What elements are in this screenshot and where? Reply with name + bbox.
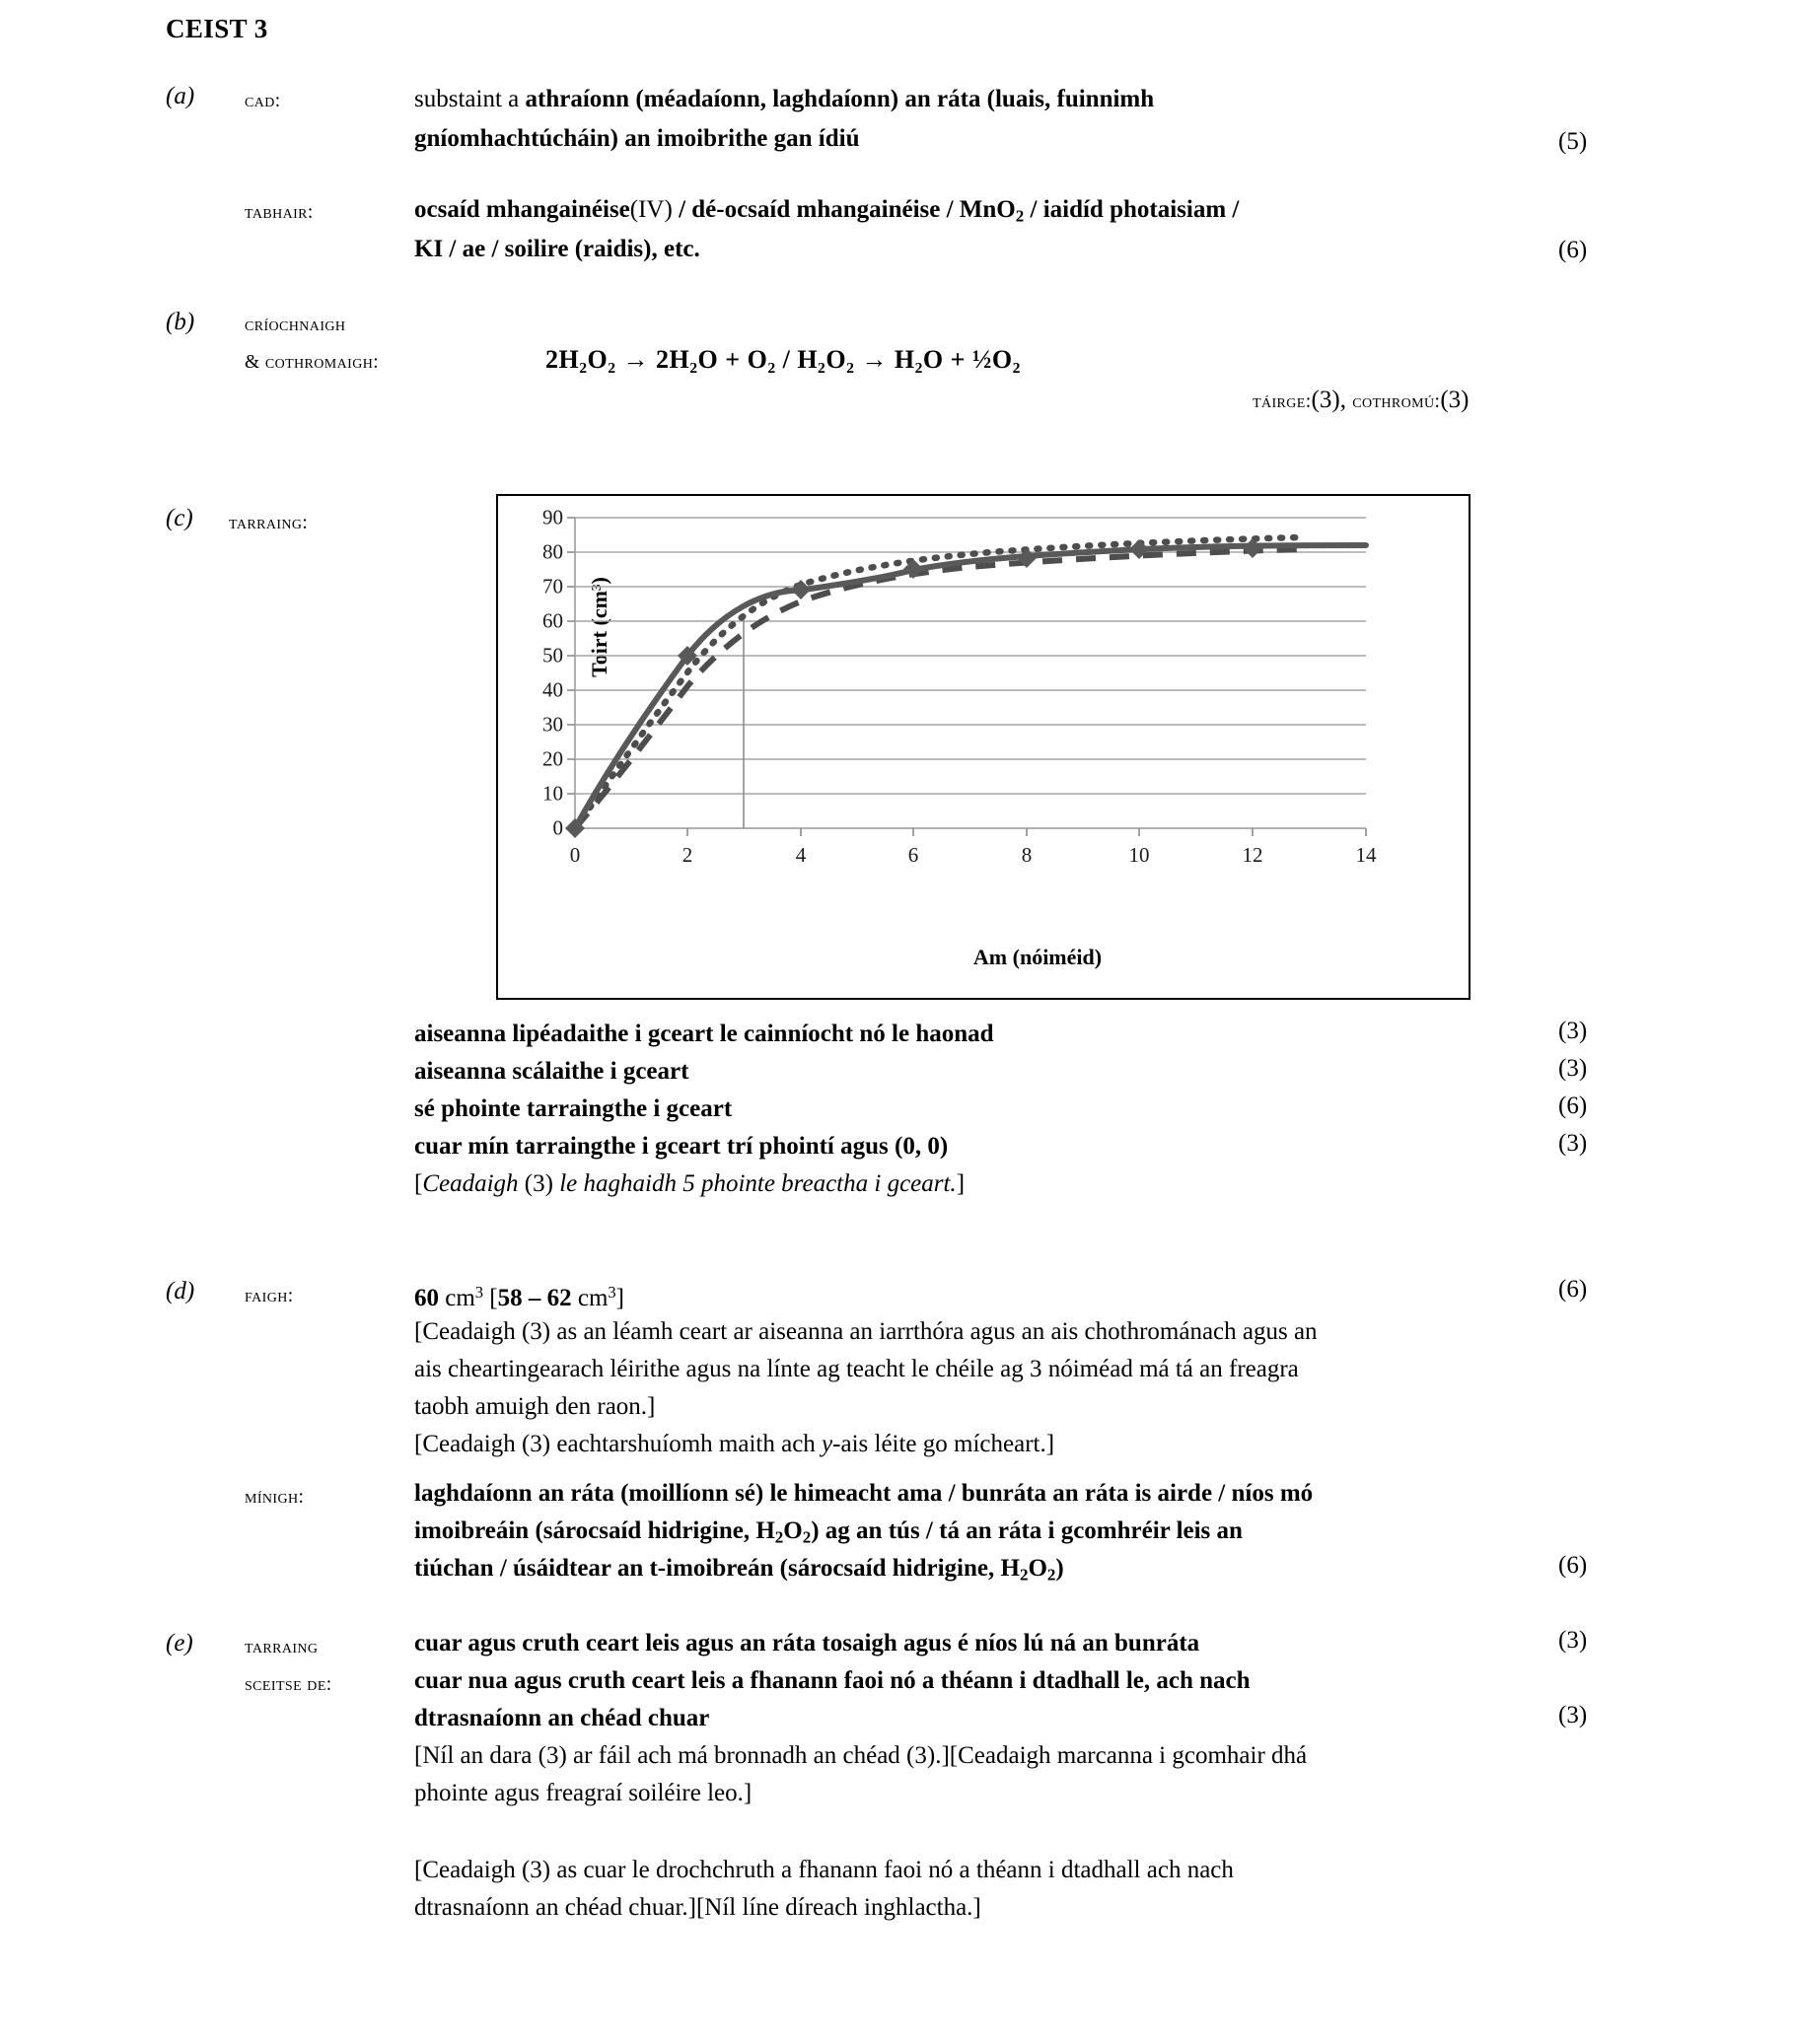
section-e-criterion-2-line1: cuar nua agus cruth ceart leis a fhanann faoi nó a théann i dtadhall le, ach nach bbox=[414, 1667, 1251, 1694]
section-d-expl2-sub1: 2 bbox=[774, 1527, 784, 1547]
chart-y-tick: 70 bbox=[542, 574, 563, 599]
section-c-criterion-1-marks: (3) bbox=[1558, 1018, 1588, 1044]
section-d-expl3-b: O bbox=[1028, 1555, 1047, 1582]
section-d-expl3-c: ) bbox=[1055, 1555, 1064, 1582]
chart-x-tick: 4 bbox=[795, 843, 807, 867]
chart-y-tick: 30 bbox=[542, 712, 563, 737]
section-d-answer-range-unit: cm bbox=[571, 1284, 609, 1311]
section-a-iodide: / iaidíd photaisiam / bbox=[1024, 196, 1240, 223]
section-a-answer-line3 bbox=[414, 193, 1322, 233]
section-c-criterion-3-marks: (6) bbox=[1558, 1092, 1588, 1119]
section-b-marks-label-tairge: táirge: bbox=[1253, 391, 1312, 412]
chart-x-axis-title: Am (nóiméid) bbox=[972, 945, 1103, 969]
page-title: CEIST 3 bbox=[166, 14, 268, 43]
section-e-label-sceitse: sceitse de: bbox=[245, 1674, 332, 1695]
volume-time-chart bbox=[496, 494, 1470, 1000]
chart-y-tickmarks bbox=[567, 518, 575, 828]
section-a-oxide-name: ocsaíd mhangainéise bbox=[414, 196, 630, 223]
chart-y-tick: 50 bbox=[542, 643, 563, 668]
chart-y-tick: 40 bbox=[542, 677, 563, 702]
section-d-index: (d) bbox=[166, 1278, 195, 1304]
section-e-note-line-1: [Níl an dara (3) ar fáil ach má bronnadh an chéad (3).][Ceadaigh marcanna i gcomhair dhá bbox=[414, 1742, 1308, 1769]
section-d-expl3-a: tiúchan / úsáidtear an t-imoibreán (sárocsaíd hidrigine, H bbox=[414, 1555, 1020, 1582]
section-c-note-italic: le haghaidh 5 phointe breactha i gceart. bbox=[559, 1170, 957, 1197]
chart-x-tick: 6 bbox=[907, 843, 919, 867]
chart-inner bbox=[498, 496, 1469, 998]
section-c-note-marks: (3) bbox=[518, 1170, 560, 1197]
section-d-answer-range-exp: 3 bbox=[608, 1283, 616, 1302]
section-c-criterion-4-marks: (3) bbox=[1558, 1130, 1588, 1157]
chart-y-tick: 60 bbox=[542, 608, 563, 633]
chart-y-tick: 90 bbox=[542, 505, 563, 529]
section-e-marks-2: (3) bbox=[1558, 1702, 1588, 1728]
section-a-answer-line4: KI / ae / soilire (raidis), etc. bbox=[414, 236, 700, 262]
section-a-marks-1: (5) bbox=[1558, 128, 1588, 155]
section-d-expl2-a: imoibreáin (sárocsaíd hidrigine, H bbox=[414, 1517, 775, 1544]
section-d-note-line-1: [Ceadaigh (3) as an léamh ceart ar aiseanna an iarrthóra agus an ais chothrománach agus an bbox=[414, 1318, 1318, 1345]
section-e-label-tarraing: tarraing bbox=[245, 1637, 319, 1657]
chart-plot-svg bbox=[498, 496, 1469, 998]
section-d-label-faigh: faigh: bbox=[245, 1286, 294, 1306]
chart-y-axis-title: Toirt (cm³) bbox=[587, 577, 611, 677]
section-d-marks-1: (6) bbox=[1558, 1276, 1588, 1303]
section-a-answer-line1 bbox=[414, 83, 1282, 116]
section-a-marks-2: (6) bbox=[1558, 237, 1588, 263]
section-d-answer bbox=[414, 1276, 624, 1315]
chart-x-tick: 10 bbox=[1128, 843, 1150, 867]
section-d-answer-bracket-close: ] bbox=[615, 1284, 624, 1311]
section-c-note-close: ] bbox=[956, 1170, 966, 1197]
section-e-marks-1: (3) bbox=[1558, 1627, 1588, 1654]
chart-x-ticks bbox=[498, 843, 1469, 873]
section-b-marks-value-cothromu: (3) bbox=[1440, 387, 1470, 413]
chart-y-tick: 10 bbox=[542, 781, 563, 806]
section-a-oxide-roman: (IV) bbox=[629, 196, 673, 223]
section-d-note-line-3: taobh amuigh den raon.] bbox=[414, 1393, 656, 1420]
chart-y-tick: 80 bbox=[542, 539, 563, 564]
chart-y-tick: 20 bbox=[542, 746, 563, 771]
section-c-index: (c) bbox=[166, 505, 193, 531]
section-c-note-ceadaigh: Ceadaigh bbox=[422, 1170, 519, 1197]
section-a-answer-plain: substaint a bbox=[414, 86, 526, 112]
section-b-equation: 2H₂O₂ → 2H₂O + O₂ / H₂O₂ → H₂O + ½O₂ bbox=[545, 345, 1021, 374]
section-b-index: (b) bbox=[166, 309, 195, 335]
section-d-note4-a: [Ceadaigh (3) eachtarshuíomh maith ach bbox=[414, 1431, 823, 1457]
section-c-note bbox=[414, 1167, 965, 1201]
section-c-note-open: [ bbox=[414, 1170, 423, 1197]
section-b-marks-value-tairge: (3) bbox=[1311, 387, 1340, 413]
section-e-note-line-2: phointe agus freagraí soiléire leo.] bbox=[414, 1780, 753, 1806]
section-a-oxide-rest: / dé-ocsaíd mhangainéise / MnO bbox=[672, 196, 1016, 223]
section-e-note-line-4: dtrasnaíonn an chéad chuar.][Níl líne díreach inghlactha.] bbox=[414, 1894, 981, 1921]
section-d-note-line-4 bbox=[414, 1428, 1054, 1461]
section-a-answer-bold: athraíonn (méadaíonn, laghdaíonn) an ráta (luais, fuinnimh bbox=[525, 86, 1155, 112]
section-a-index: (a) bbox=[166, 83, 195, 109]
section-e-criterion-1: cuar agus cruth ceart leis agus an ráta tosaigh agus é níos lú ná an bunráta bbox=[414, 1630, 1200, 1656]
section-c-criterion-2-marks: (3) bbox=[1558, 1055, 1588, 1082]
chart-x-tick: 0 bbox=[569, 843, 581, 867]
chart-series-solid bbox=[575, 545, 1366, 828]
section-d-answer-unit: cm bbox=[439, 1284, 475, 1311]
section-d-expl3-sub2: 2 bbox=[1046, 1565, 1056, 1585]
chart-x-tick: 8 bbox=[1021, 843, 1033, 867]
section-d-note-line-2: ais cheartingearach léirithe agus na línte ag teacht le chéile ag 3 nóiméad má tá an freagra bbox=[414, 1356, 1299, 1382]
section-b-label-criochnaigh: críochnaigh bbox=[245, 315, 346, 335]
section-c-label-tarraing: tarraing: bbox=[229, 513, 309, 533]
section-d-expl3-sub1: 2 bbox=[1019, 1565, 1029, 1585]
section-a-mno2-sub: 2 bbox=[1015, 206, 1025, 226]
chart-x-tick: 12 bbox=[1242, 843, 1263, 867]
section-d-note4-yaxis: y bbox=[822, 1431, 833, 1457]
section-e-note-line-3: [Ceadaigh (3) as cuar le drochchruth a fhanann faoi nó a théann i dtadhall ach nach bbox=[414, 1857, 1234, 1883]
section-d-answer-value: 60 bbox=[414, 1284, 439, 1311]
chart-x-tick: 2 bbox=[681, 843, 693, 867]
chart-series-dotted bbox=[575, 537, 1299, 828]
chart-x-tick: 14 bbox=[1355, 843, 1377, 867]
section-c-criterion-4: cuar mín tarraingthe i gceart trí phointí agus (0, 0) bbox=[414, 1133, 949, 1160]
section-b-marks-breakdown bbox=[1253, 387, 1470, 414]
chart-x-tickmarks bbox=[575, 828, 1366, 836]
section-a-answer-line2: gníomhachtúcháin) an imoibrithe gan ídiú bbox=[414, 125, 860, 152]
section-d-answer-bracket-open: [ bbox=[483, 1284, 498, 1311]
section-c-criterion-3: sé phointe tarraingthe i gceart bbox=[414, 1095, 733, 1122]
section-b-marks-separator: , bbox=[1339, 387, 1346, 413]
section-d-answer-unit-exp: 3 bbox=[474, 1283, 484, 1302]
section-a-label-tabhair: tabhair: bbox=[245, 202, 314, 223]
section-d-expl2-b: O bbox=[783, 1517, 803, 1544]
section-d-label-minigh: mínigh: bbox=[245, 1487, 305, 1508]
section-b-label-cothromaigh: & cothromaigh: bbox=[245, 352, 380, 373]
section-e-criterion-2-line2: dtrasnaíonn an chéad chuar bbox=[414, 1705, 710, 1731]
section-d-explanation-line-2 bbox=[414, 1515, 1243, 1554]
section-d-marks-2: (6) bbox=[1558, 1552, 1588, 1579]
section-d-explanation-line-1: laghdaíonn an ráta (moillíonn sé) le himeacht ama / bunráta an ráta is airde / níos mó bbox=[414, 1480, 1314, 1507]
chart-y-tick: 0 bbox=[552, 815, 563, 840]
section-d-expl2-c: ) ag an tús / tá an ráta i gcomhréir leis an bbox=[811, 1517, 1243, 1544]
section-d-answer-range: 58 – 62 bbox=[497, 1284, 572, 1311]
section-d-note4-b: -ais léite go mícheart.] bbox=[832, 1431, 1055, 1457]
chart-series-dashed bbox=[575, 549, 1299, 828]
section-d-explanation-line-3 bbox=[414, 1552, 1064, 1591]
section-c-criterion-1: aiseanna lipéadaithe i gceart le cainníocht nó le haonad bbox=[414, 1021, 994, 1047]
section-e-index: (e) bbox=[166, 1630, 193, 1656]
section-d-expl2-sub2: 2 bbox=[802, 1527, 812, 1547]
section-c-criterion-2: aiseanna scálaithe i gceart bbox=[414, 1058, 689, 1085]
section-a-label-cad: cad: bbox=[245, 91, 281, 111]
section-b-marks-label-cothromu: cothromú: bbox=[1352, 391, 1441, 412]
